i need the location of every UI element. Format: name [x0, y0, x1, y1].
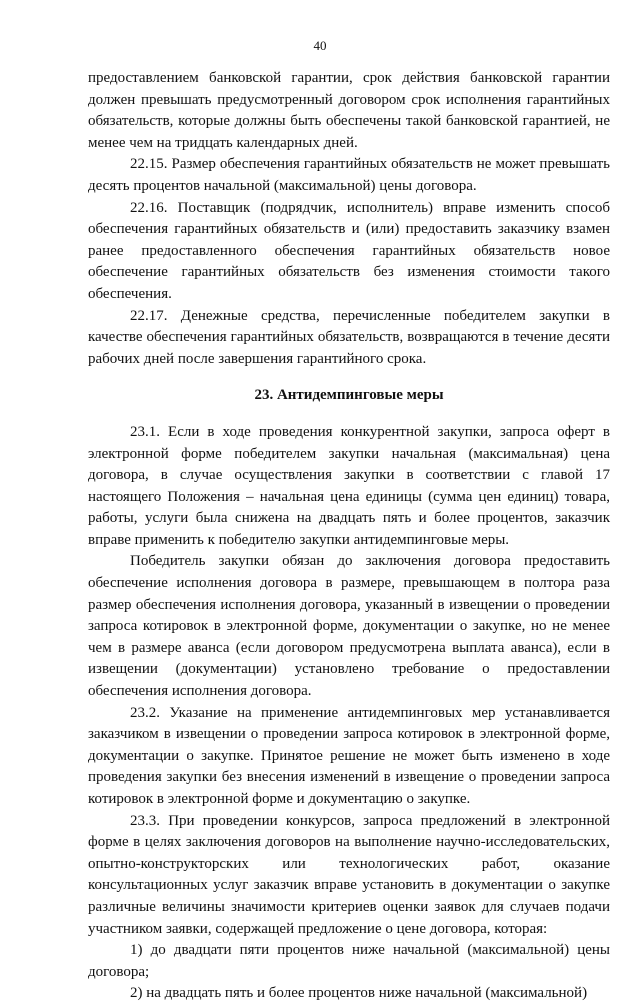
paragraph-winner-obligation: Победитель закупки обязан до заключения договора предоставить обеспечение исполнения договора в размере, превышающем в полтора раза размер обеспечения исполнения договора, указанный в извещении о проведении запроса котировок в электронной форме, документации о закупке, но не менее чем в размере аванса (если договором предусмотрена выплата аванса), если в извещении (документации) установлено требование о предоставлении обеспечения исполнения договора. — [88, 553, 610, 700]
section-heading: 23. Антидемпинговые меры — [254, 387, 444, 404]
paragraph-22-15: 22.15. Размер обеспечения гарантийных обязательств не может превышать десять процентов начальной (максимальной) цены договора. — [88, 156, 610, 194]
paragraph-22-17: 22.17. Денежные средства, перечисленные победителем закупки в качестве обеспечения гарантийных обязательств, возвращаются в течение десяти рабочих дней после завершения гарантийного срока. — [88, 307, 610, 367]
paragraph-23-3: 23.3. При проведении конкурсов, запроса предложений в электронной форме в целях заключения договоров на выполнение научно-исследовательских, опытно-конструкторских или технологических работ, оказание консультационных услуг заказчик вправе установить в документации о закупке различные величины значимости критериев оценки заявок для случаев подачи участником заявки, содержащей предложение о цене договора, которая: — [88, 812, 610, 937]
page-number: 40 — [313, 38, 327, 53]
list-item-2: 2) на двадцать пять и более процентов ниже начальной (максимальной) — [130, 985, 588, 1002]
list-item-1: 1) до двадцати пяти процентов ниже начальной (максимальной) цены договора; — [88, 942, 610, 980]
paragraph-continuation: предоставлением банковской гарантии, срок действия банковской гарантии должен превышать предусмотренный договором срок исполнения гарантийных обязательств, которые должны быть обеспечены такой банковской гарантией, не менее чем на тридцать календарных дней. — [88, 70, 610, 151]
paragraph-23-1: 23.1. Если в ходе проведения конкурентной закупки, запроса оферт в электронной форме победителем закупки начальная (максимальная) цена договора, в случае осуществления закупки в соответствии с главой 17 настоящего Положения – начальная цена единицы (сумма цен единиц) товара, работы, услуги была снижена на двадцать пять и более процентов, заказчик вправе применить к победителю закупки антидемпинговые меры. — [88, 423, 610, 548]
paragraph-22-16: 22.16. Поставщик (подрядчик, исполнитель) вправе изменить способ обеспечения гарантийных обязательств и (или) предоставить заказчику взамен ранее предоставленного обеспечения гарантийных обязательств новое обеспечение гарантийных обязательств без изменения стоимости такого обеспечения. — [88, 199, 610, 302]
paragraph-23-2: 23.2. Указание на применение антидемпинговых мер устанавливается заказчиком в извещении о проведении запроса котировок в электронной форме, документации о закупке. Принятое решение не может быть изменено в ходе проведения закупки без внесения изменений в извещение о проведении запроса котировок в электронной форме и документацию о закупке. — [88, 704, 610, 807]
document-body — [88, 68, 610, 1005]
